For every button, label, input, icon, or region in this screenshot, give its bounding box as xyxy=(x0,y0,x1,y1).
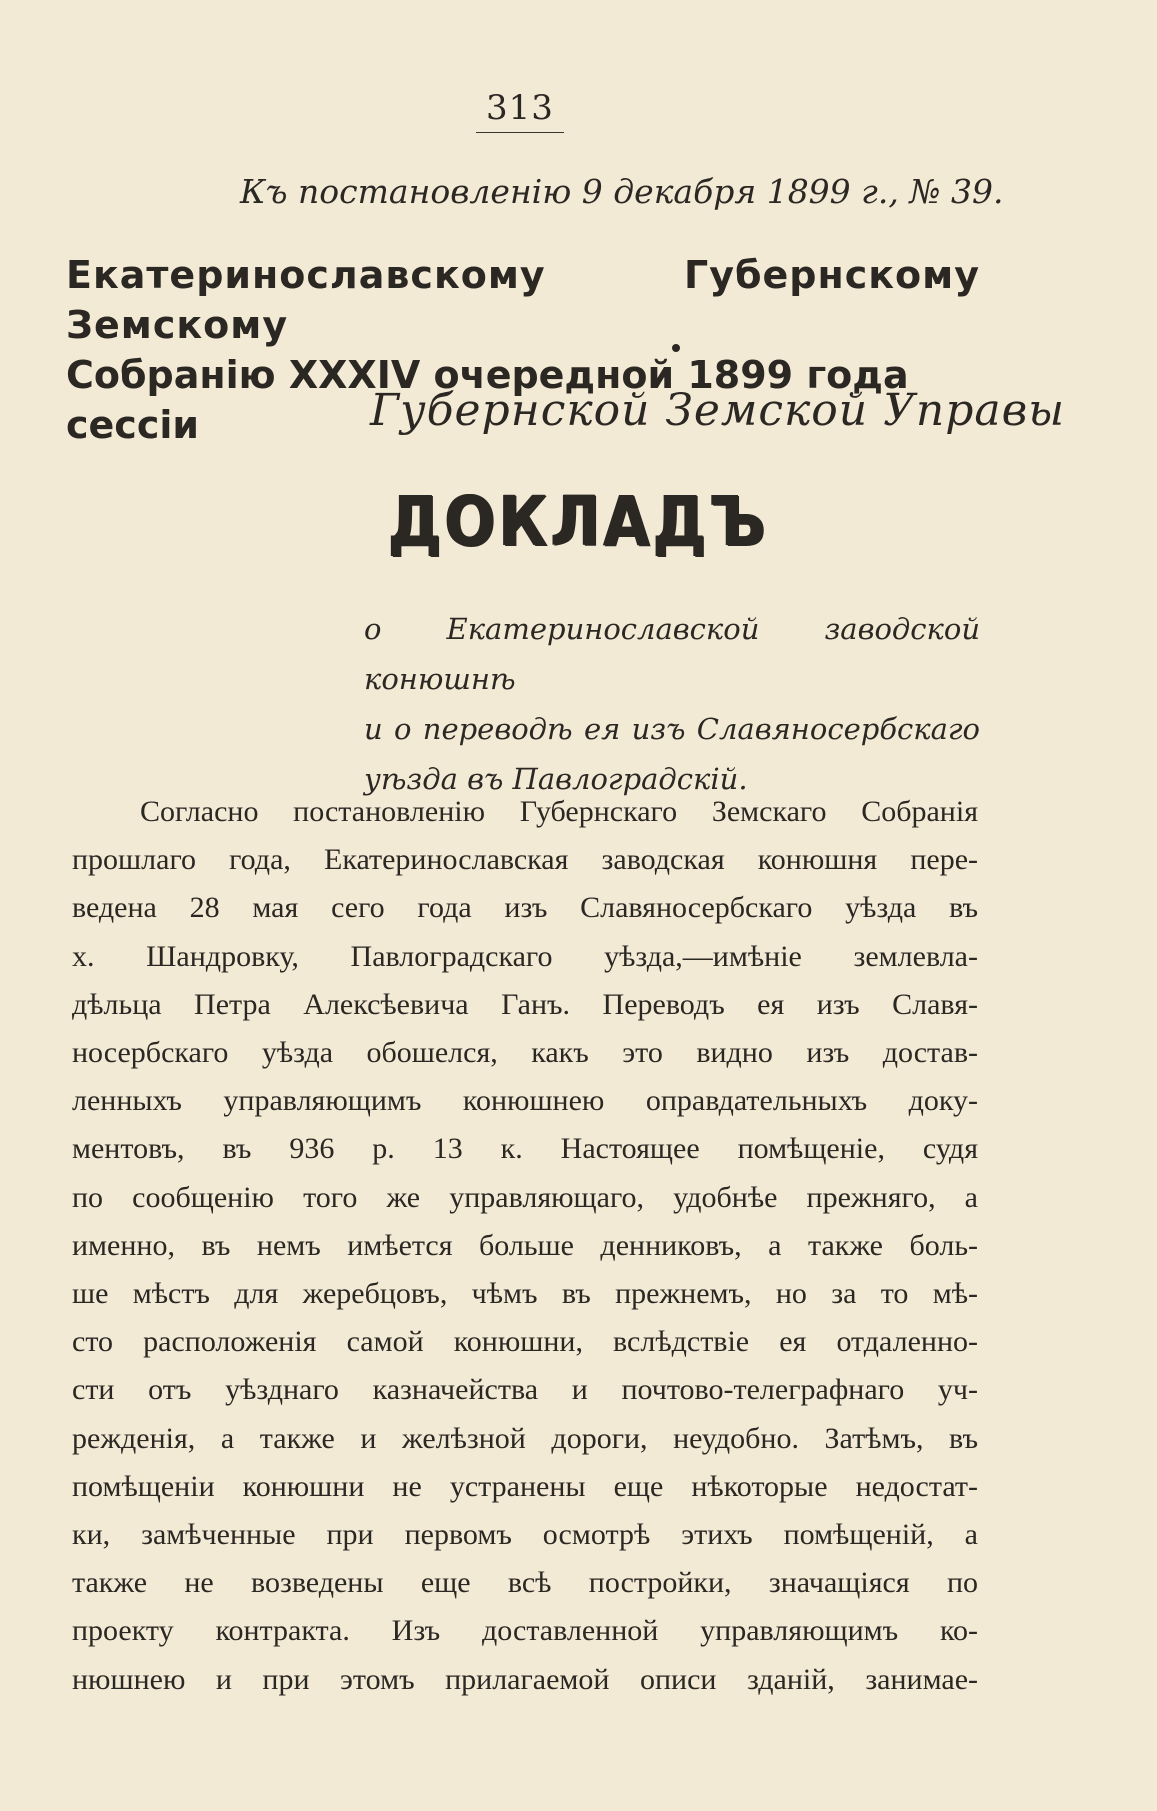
body-line: именно, въ немъ имѣется больше денниковъ, а также боль- xyxy=(72,1228,978,1262)
body-line: дѣльца Петра Алексѣевича Ганъ. Переводъ ея изъ Славя- xyxy=(72,987,978,1021)
page-number-rule xyxy=(476,132,564,133)
resolution-reference: Къ постановленію 9 декабря 1899 г., № 39. xyxy=(240,172,1004,211)
subject-line-1: о Екатеринославской заводской конюшнѣ xyxy=(364,612,980,696)
body-line: сти отъ уѣзднаго казначейства и почтово-телеграфнаго уч- xyxy=(72,1373,978,1407)
body-line: ментовъ, въ 936 р. 13 к. Настоящее помѣщеніе, судя xyxy=(72,1132,978,1166)
issuer-heading: Губернской Земской Управы xyxy=(370,385,1066,436)
ink-dot xyxy=(672,344,680,352)
body-line: прошлаго года, Екатеринославская заводская конюшня пере- xyxy=(72,843,978,877)
body-line: ленныхъ управляющимъ конюшнею оправдательныхъ доку- xyxy=(72,1084,978,1118)
body-line: Согласно постановленію Губернскаго Земскаго Собранія xyxy=(140,795,978,828)
addressee-line-1: Екатеринославскому Губернскому Земскому xyxy=(66,253,980,347)
body-line: режденія, а также и желѣзной дороги, неудобно. Затѣмъ, въ xyxy=(72,1421,978,1455)
subject-line-3: уѣзда въ Павлоградскій. xyxy=(364,762,748,796)
addressee-line-2: Собранію XXXIV очередной 1899 года сессіи xyxy=(66,353,909,447)
subject-line-2: и о переводѣ ея изъ Славяносербскаго xyxy=(364,712,980,746)
body-line: ведена 28 мая сего года изъ Славяносербскаго уѣзда въ xyxy=(72,891,978,925)
body-line: ше мѣстъ для жеребцовъ, чѣмъ въ прежнемъ, но за то мѣ- xyxy=(72,1277,978,1311)
body-line: нюшнею и при этомъ прилагаемой описи зданій, занимае- xyxy=(72,1662,978,1696)
body-line: носербскаго уѣзда обошелся, какъ это видно изъ достав- xyxy=(72,1036,978,1070)
document-subject xyxy=(364,604,980,804)
body-line: сто расположенія самой конюшни, вслѣдствіе ея отдаленно- xyxy=(72,1325,978,1359)
body-paragraph xyxy=(72,788,978,1704)
body-line: помѣщеніи конюшни не устранены еще нѣкоторые недостат- xyxy=(72,1469,978,1503)
body-line: по сообщенію того же управляющаго, удобнѣе прежняго, а xyxy=(72,1180,978,1214)
body-line: также не возведены еще всѣ постройки, значащіяся по xyxy=(72,1566,978,1600)
document-title: ДОКЛАДЪ xyxy=(388,481,769,563)
body-line: проекту контракта. Изъ доставленной управляющимъ ко- xyxy=(72,1614,978,1648)
page-number: 313 xyxy=(486,88,554,128)
body-line: х. Шандровку, Павлоградскаго уѣзда,—имѣніе землевла- xyxy=(72,939,978,973)
body-line: ки, замѣченные при первомъ осмотрѣ этихъ помѣщеній, а xyxy=(72,1518,978,1552)
